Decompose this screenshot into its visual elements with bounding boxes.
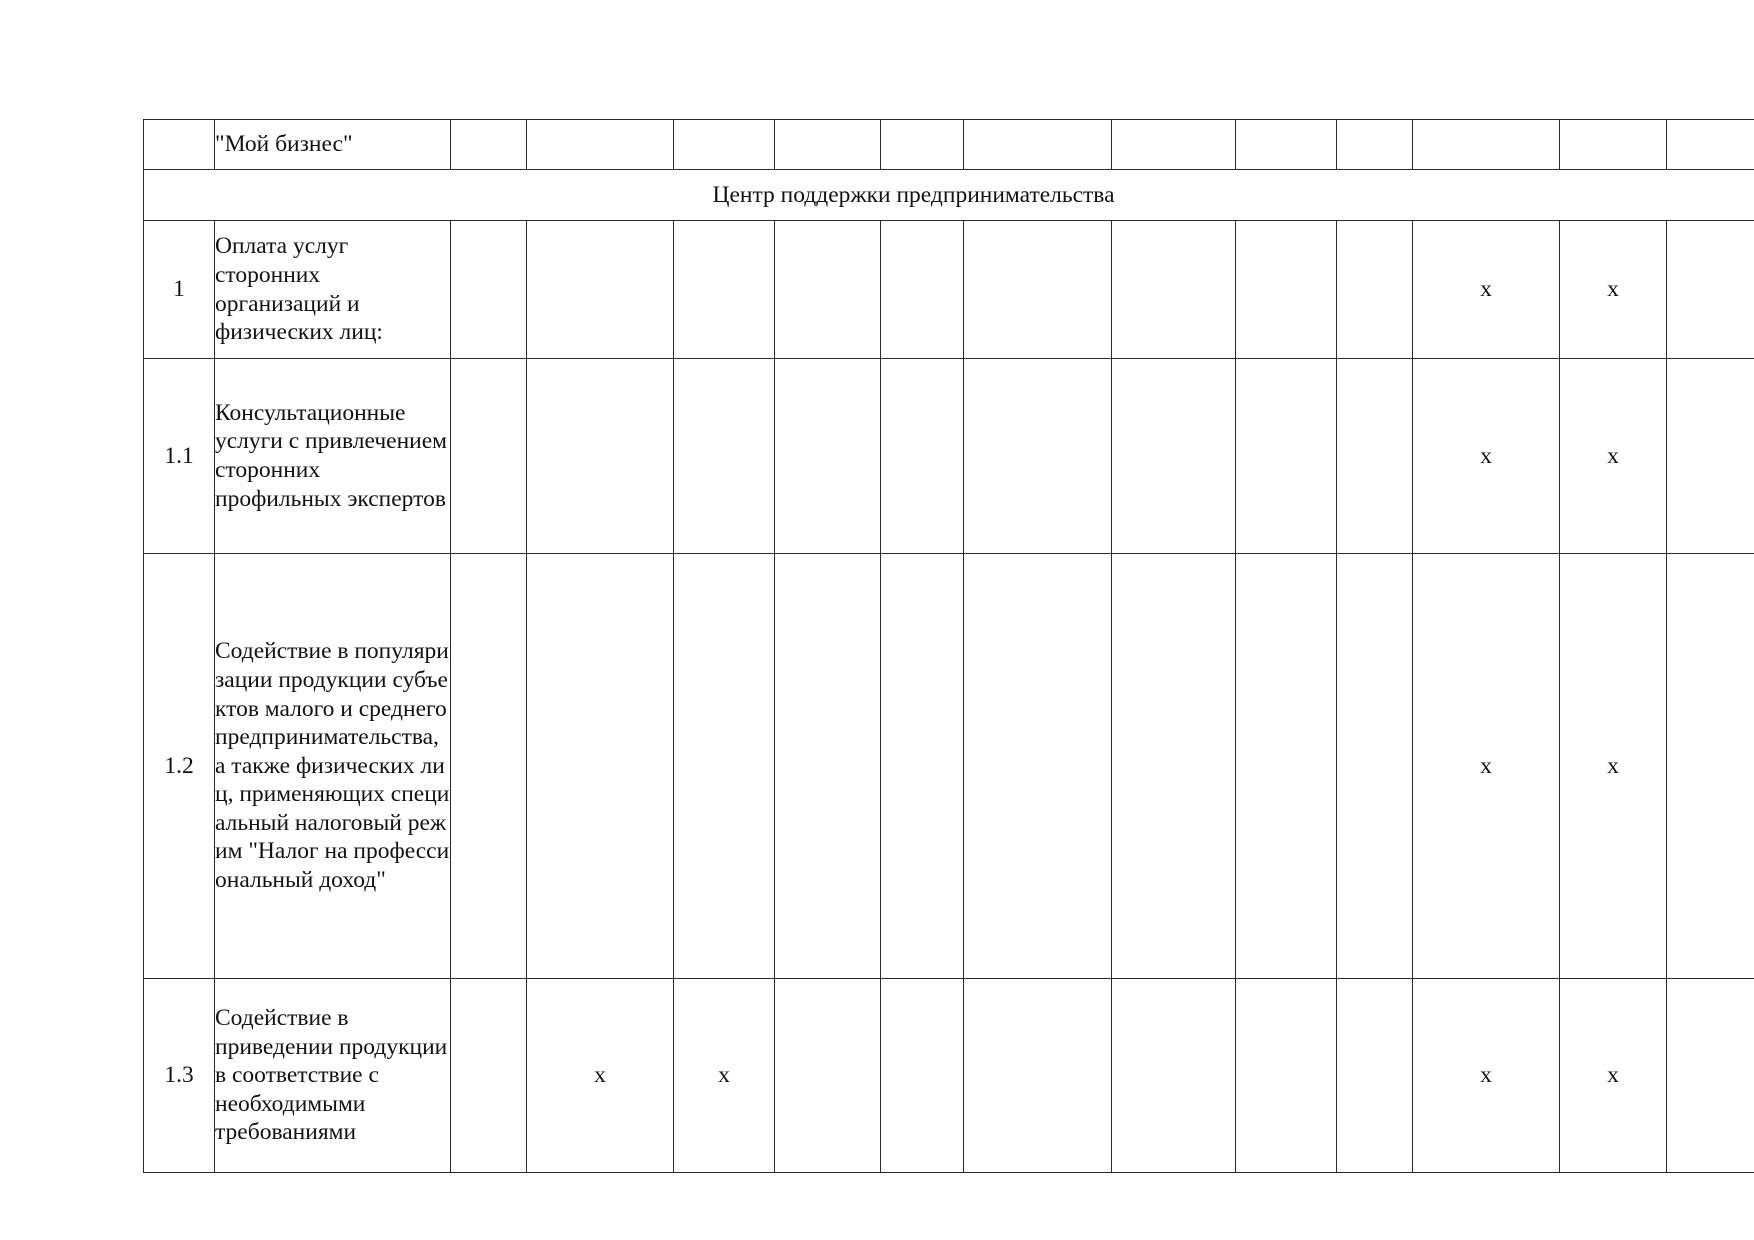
cell-mark <box>964 359 1112 554</box>
cell-mark <box>1337 359 1413 554</box>
cell-mark <box>674 221 775 359</box>
cell-mark: x <box>1413 221 1560 359</box>
cell-mark <box>1236 221 1337 359</box>
row-description: "Мой бизнес" <box>215 120 451 170</box>
cell-mark <box>527 221 674 359</box>
section-title-text: Центр поддержки предпринимательства <box>712 181 1115 208</box>
cell-mark: x <box>1413 359 1560 554</box>
cell-mark <box>775 359 881 554</box>
table-row <box>144 979 1754 1173</box>
section-title <box>144 170 1754 221</box>
cell-mark <box>1112 359 1236 554</box>
row-number <box>144 120 215 170</box>
cell-mark <box>1337 979 1413 1173</box>
row-number: 1.2 <box>144 554 215 979</box>
cell-mark <box>1337 221 1413 359</box>
row-description-text: Консультационные услуги с привлечением сторонних профильных экспертов <box>215 399 448 512</box>
row-number: 1.1 <box>144 359 215 554</box>
services-table <box>143 119 1754 1173</box>
cell-mark <box>964 979 1112 1173</box>
cell-mark <box>1667 120 1754 170</box>
cell-mark: x <box>1560 554 1667 979</box>
cell-mark <box>451 554 527 979</box>
cell-mark <box>1236 979 1337 1173</box>
row-description-text: Содействие в приведении продукции в соответствие с необходимыми требованиями <box>215 1005 448 1146</box>
row-description <box>215 359 451 554</box>
cell-mark: x <box>1560 979 1667 1173</box>
row-description <box>215 554 451 979</box>
cell-mark <box>674 359 775 554</box>
cell-mark <box>775 979 881 1173</box>
cell-mark <box>1112 120 1236 170</box>
cell-mark <box>451 120 527 170</box>
row-number: 1.3 <box>144 979 215 1173</box>
cell-mark <box>964 554 1112 979</box>
cell-mark <box>881 359 964 554</box>
cell-mark <box>527 554 674 979</box>
cell-mark <box>451 359 527 554</box>
cell-mark <box>775 221 881 359</box>
cell-mark <box>881 554 964 979</box>
row-number: 1 <box>144 221 215 359</box>
cell-mark: x <box>1560 221 1667 359</box>
cell-mark: x <box>1413 554 1560 979</box>
cell-mark <box>1236 359 1337 554</box>
row-description-text: Оплата услуг сторонних организаций и физических лиц: <box>215 233 383 346</box>
cell-mark <box>964 221 1112 359</box>
cell-mark <box>1236 120 1337 170</box>
cell-mark <box>1337 120 1413 170</box>
cell-mark <box>1236 554 1337 979</box>
cell-mark <box>674 120 775 170</box>
cell-mark <box>451 221 527 359</box>
cell-mark <box>1112 554 1236 979</box>
cell-mark: x <box>1413 979 1560 1173</box>
row-description <box>215 979 451 1173</box>
cell-mark <box>1112 221 1236 359</box>
cell-mark <box>964 120 1112 170</box>
row-description-text: Содействие в популяризации продукции субъектов малого и среднего предпринимательства, а также физических лиц, применяющих специальный налоговый режим "Налог на профессиональный доход" <box>215 638 450 894</box>
cell-mark <box>1112 979 1236 1173</box>
cell-mark <box>674 554 775 979</box>
cell-mark <box>527 120 674 170</box>
table-row <box>144 554 1754 979</box>
cell-mark <box>881 221 964 359</box>
cell-mark <box>1667 979 1754 1173</box>
cell-mark <box>1560 120 1667 170</box>
cell-mark: x <box>527 979 674 1173</box>
cell-mark <box>775 120 881 170</box>
cell-mark <box>881 120 964 170</box>
table-row <box>144 221 1754 359</box>
cell-mark: x <box>674 979 775 1173</box>
cell-mark <box>1413 120 1560 170</box>
cell-mark <box>527 359 674 554</box>
cell-mark <box>1667 221 1754 359</box>
cell-mark <box>881 979 964 1173</box>
table-row-title <box>144 120 1754 170</box>
table-row-section <box>144 170 1754 221</box>
cell-mark <box>1337 554 1413 979</box>
cell-mark <box>775 554 881 979</box>
cell-mark: x <box>1560 359 1667 554</box>
cell-mark <box>451 979 527 1173</box>
cell-mark <box>1667 359 1754 554</box>
table-row <box>144 359 1754 554</box>
row-description <box>215 221 451 359</box>
cell-mark <box>1667 554 1754 979</box>
